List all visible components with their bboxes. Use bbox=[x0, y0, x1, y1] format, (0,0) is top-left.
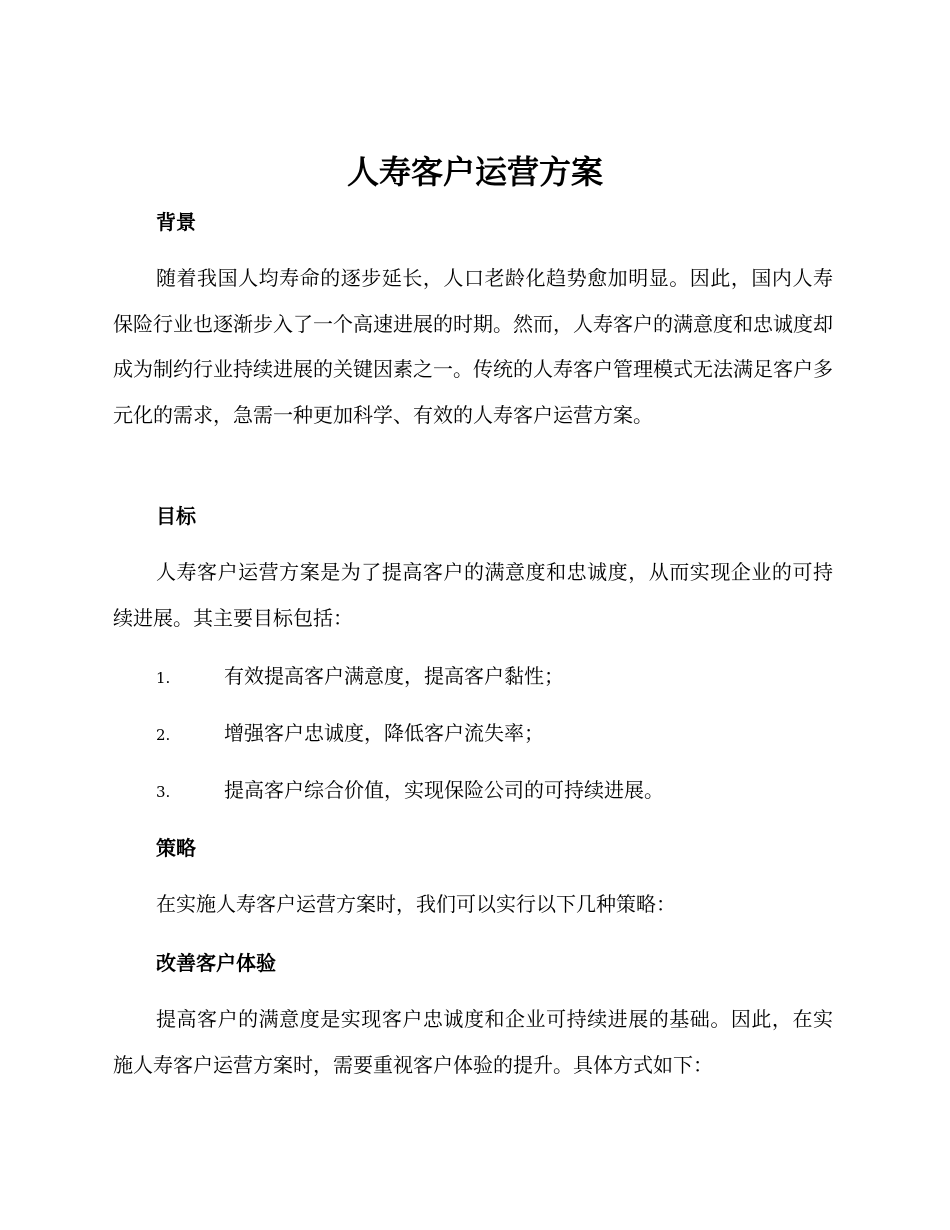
paragraph-goals: 人寿客户运营方案是为了提高客户的满意度和忠诚度，从而实现企业的可持续进展。其主要目标包括： bbox=[113, 560, 833, 630]
list-item-number: 1. bbox=[156, 669, 171, 687]
list-item-text: 提高客户综合价值，实现保险公司的可持续进展。 bbox=[224, 778, 664, 802]
heading-experience: 改善客户体验 bbox=[156, 951, 276, 975]
paragraph-strategy: 在实施人寿客户运营方案时，我们可以实行以下几种策略： bbox=[156, 892, 676, 916]
paragraph-background: 随着我国人均寿命的逐步延长，人口老龄化趋势愈加明显。因此，国内人寿保险行业也逐渐步入了一个高速进展的时期。然而，人寿客户的满意度和忠诚度却成为制约行业持续进展的关键因素之一。传统的人寿客户管理模式无法满足客户多元化的需求，急需一种更加科学、有效的人寿客户运营方案。 bbox=[113, 266, 833, 427]
list-item-text: 增强客户忠诚度，降低客户流失率； bbox=[224, 721, 544, 745]
paragraph-experience: 提高客户的满意度是实现客户忠诚度和企业可持续进展的基础。因此，在实施人寿客户运营方案时，需要重视客户体验的提升。具体方式如下： bbox=[113, 1007, 833, 1077]
heading-background: 背景 bbox=[156, 210, 196, 234]
list-item-number: 3. bbox=[156, 783, 171, 801]
list-item-text: 有效提高客户满意度，提高客户黏性； bbox=[224, 664, 564, 688]
heading-goals: 目标 bbox=[156, 504, 196, 528]
heading-strategy: 策略 bbox=[156, 836, 196, 860]
document-title: 人寿客户运营方案 bbox=[346, 153, 603, 191]
list-item-number: 2. bbox=[156, 726, 171, 744]
